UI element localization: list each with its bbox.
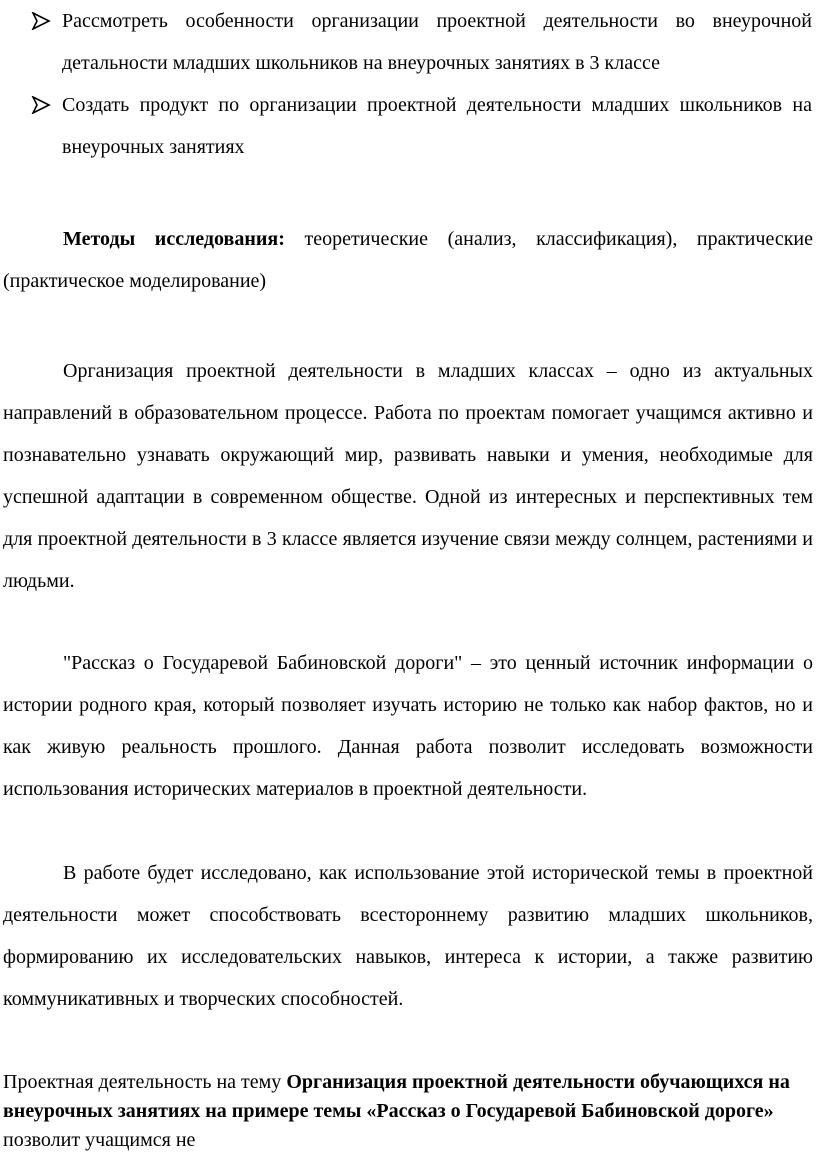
list-item [0, 84, 816, 168]
methods-paragraph [3, 218, 813, 302]
list-item-text: Создать продукт по организации проектной деятельности младших школьников на внеурочных занятиях [62, 94, 812, 158]
final-topic-title: Организация проектной деятельности обучающихся на внеурочных занятиях на примере темы «Рассказ о Государевой Бабиновской дороге» [3, 1071, 790, 1122]
methods-label: Методы исследования: [63, 228, 285, 250]
arrow-bullet-icon [31, 0, 55, 42]
body-paragraph: Организация проектной деятельности в младших классах – одно из актуальных направлений в образовательном процессе. Работа по проектам помогает учащимся активно и познавательно узнавать окружающий мир, развивать навыки и умения, необходимые для успешной адаптации в современном обществе. Одной из интересных и перспективных тем для проектной деятельности в 3 классе является изучение связи между солнцем, растениями и людьми. [3, 360, 813, 592]
final-text-before: Проектная деятельность на тему [3, 1071, 287, 1093]
body-paragraph: "Рассказ о Государевой Бабиновской дороги" – это ценный источник информации о истории родного края, который позволяет изучать историю не только как набор фактов, но и как живую реальность прошлого. Данная работа позволит исследовать возможности использования исторических материалов в проектной деятельности. [3, 652, 813, 800]
final-paragraph [3, 1068, 803, 1155]
list-item [0, 0, 816, 84]
arrow-bullet-icon [31, 84, 55, 126]
final-text-after: позволит учащимся не [3, 1129, 196, 1151]
methods-text: теоретические (анализ, классификация), практические (практическое моделирование) [3, 228, 813, 292]
list-item-text: Рассмотреть особенности организации проектной деятельности во внеурочной детальности младших школьников на внеурочных занятиях в 3 классе [62, 10, 812, 74]
bullet-list [0, 0, 816, 168]
body-paragraph: В работе будет исследовано, как использование этой исторической темы в проектной деятельности может способствовать всестороннему развитию младших школьников, формированию их исследовательских навыков, интереса к истории, а также развитию коммуникативных и творческих способностей. [3, 862, 813, 1010]
